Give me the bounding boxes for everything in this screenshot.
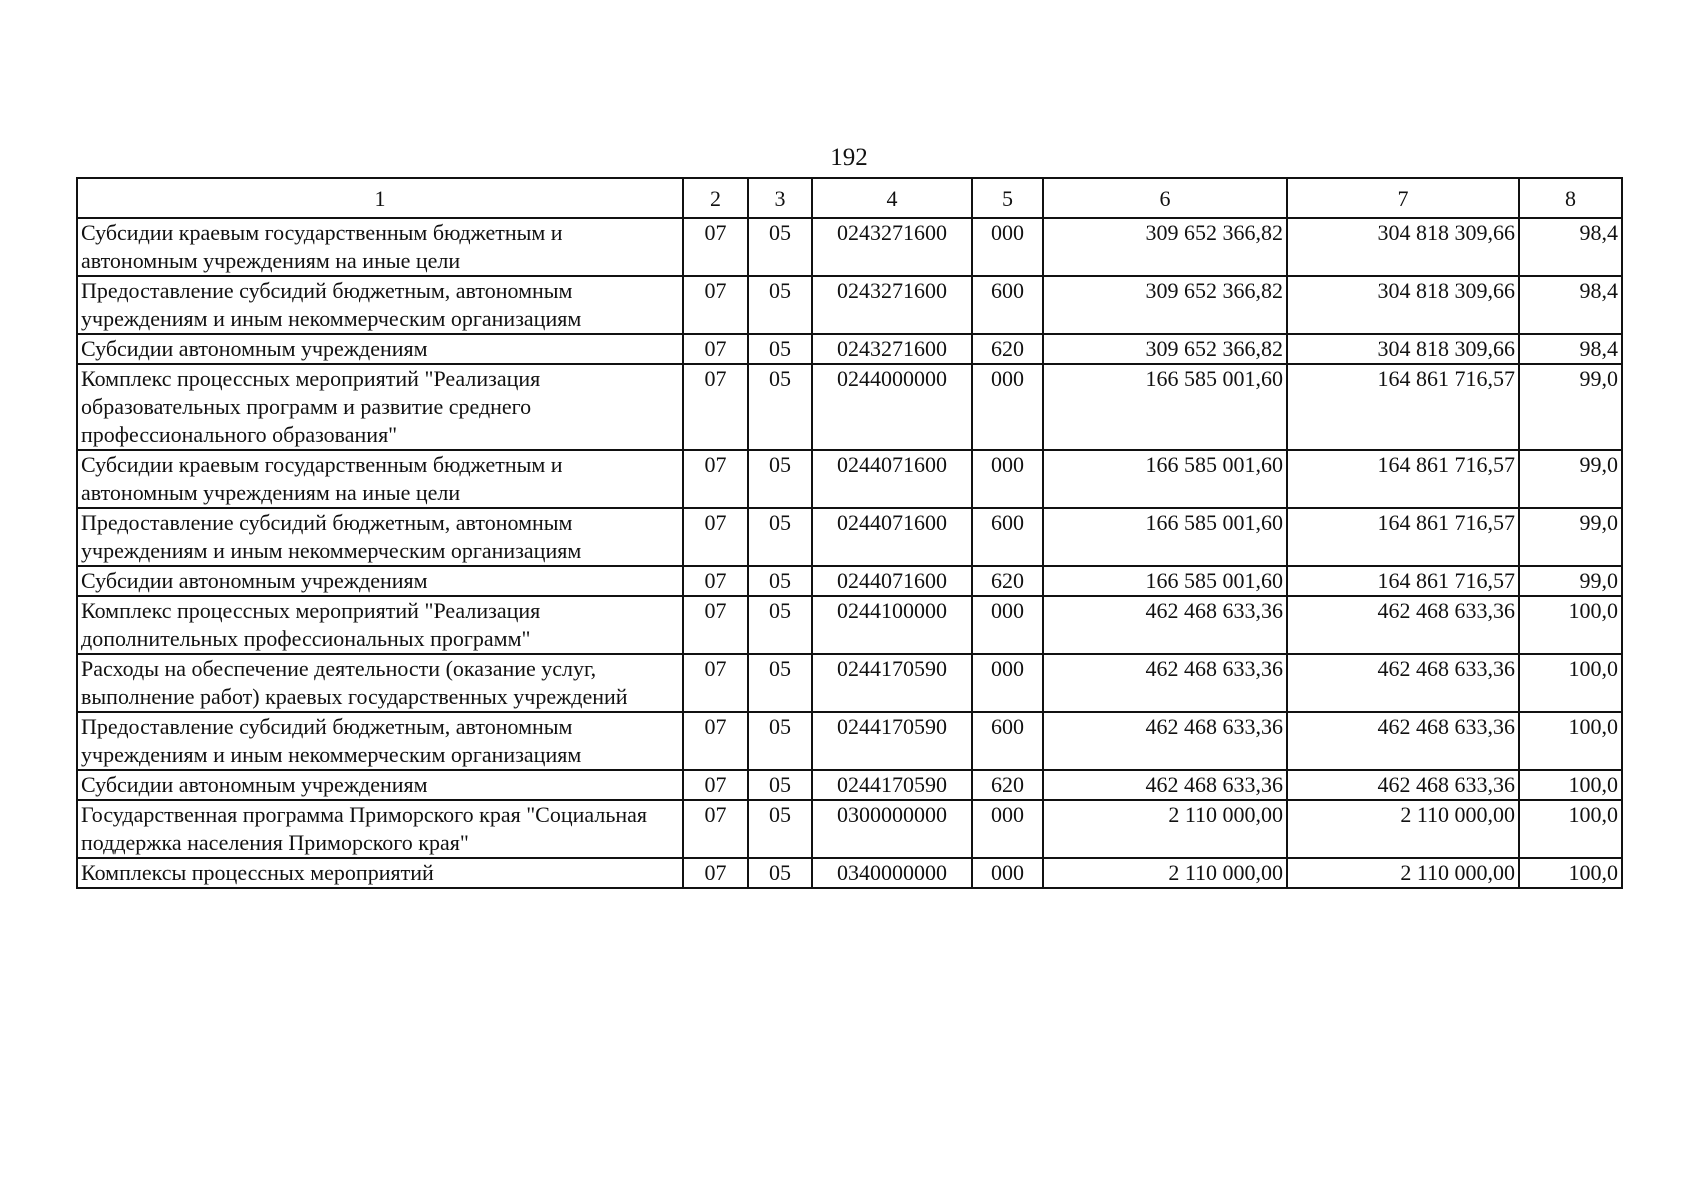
percent-cell: 100,0 (1519, 800, 1622, 858)
percent-cell: 99,0 (1519, 364, 1622, 450)
row-name-cell: Комплексы процессных мероприятий (77, 858, 683, 888)
target-code-cell: 0244071600 (812, 566, 972, 596)
expense-type-cell: 600 (972, 508, 1043, 566)
actual-amount-cell: 164 861 716,57 (1287, 450, 1519, 508)
target-code-cell: 0243271600 (812, 334, 972, 364)
header-cell: 2 (683, 178, 748, 218)
table-row (77, 566, 1622, 596)
percent-cell: 98,4 (1519, 276, 1622, 334)
plan-amount-cell: 462 468 633,36 (1043, 654, 1287, 712)
percent-cell: 98,4 (1519, 334, 1622, 364)
table-row (77, 712, 1622, 770)
expense-type-cell: 600 (972, 712, 1043, 770)
row-name-cell: Комплекс процессных мероприятий "Реализация дополнительных профессиональных программ" (77, 596, 683, 654)
header-cell: 7 (1287, 178, 1519, 218)
table-header (77, 178, 1622, 218)
subsection-code-cell: 05 (748, 858, 812, 888)
plan-amount-cell: 462 468 633,36 (1043, 770, 1287, 800)
section-code-cell: 07 (683, 218, 748, 276)
subsection-code-cell: 05 (748, 508, 812, 566)
table-row (77, 596, 1622, 654)
actual-amount-cell: 2 110 000,00 (1287, 858, 1519, 888)
percent-cell: 100,0 (1519, 858, 1622, 888)
plan-amount-cell: 309 652 366,82 (1043, 276, 1287, 334)
section-code-cell: 07 (683, 770, 748, 800)
target-code-cell: 0243271600 (812, 218, 972, 276)
expense-type-cell: 000 (972, 800, 1043, 858)
section-code-cell: 07 (683, 654, 748, 712)
section-code-cell: 07 (683, 712, 748, 770)
actual-amount-cell: 462 468 633,36 (1287, 712, 1519, 770)
header-cell: 5 (972, 178, 1043, 218)
row-name-cell: Государственная программа Приморского края "Социальная поддержка населения Приморского края" (77, 800, 683, 858)
percent-cell: 100,0 (1519, 654, 1622, 712)
percent-cell: 99,0 (1519, 450, 1622, 508)
plan-amount-cell: 462 468 633,36 (1043, 712, 1287, 770)
percent-cell: 100,0 (1519, 770, 1622, 800)
section-code-cell: 07 (683, 364, 748, 450)
actual-amount-cell: 164 861 716,57 (1287, 566, 1519, 596)
target-code-cell: 0244071600 (812, 450, 972, 508)
row-name-cell: Субсидии автономным учреждениям (77, 566, 683, 596)
row-name-cell: Субсидии автономным учреждениям (77, 770, 683, 800)
section-code-cell: 07 (683, 858, 748, 888)
target-code-cell: 0244100000 (812, 596, 972, 654)
subsection-code-cell: 05 (748, 654, 812, 712)
percent-cell: 100,0 (1519, 596, 1622, 654)
target-code-cell: 0300000000 (812, 800, 972, 858)
table-row (77, 276, 1622, 334)
expense-type-cell: 000 (972, 450, 1043, 508)
subsection-code-cell: 05 (748, 218, 812, 276)
expense-type-cell: 000 (972, 858, 1043, 888)
target-code-cell: 0244000000 (812, 364, 972, 450)
table-row (77, 508, 1622, 566)
plan-amount-cell: 166 585 001,60 (1043, 508, 1287, 566)
header-cell: 8 (1519, 178, 1622, 218)
actual-amount-cell: 462 468 633,36 (1287, 596, 1519, 654)
expense-type-cell: 620 (972, 770, 1043, 800)
section-code-cell: 07 (683, 566, 748, 596)
table-row (77, 364, 1622, 450)
section-code-cell: 07 (683, 450, 748, 508)
actual-amount-cell: 304 818 309,66 (1287, 218, 1519, 276)
plan-amount-cell: 309 652 366,82 (1043, 334, 1287, 364)
row-name-cell: Субсидии автономным учреждениям (77, 334, 683, 364)
actual-amount-cell: 164 861 716,57 (1287, 364, 1519, 450)
plan-amount-cell: 166 585 001,60 (1043, 450, 1287, 508)
header-row (77, 178, 1622, 218)
percent-cell: 99,0 (1519, 508, 1622, 566)
table-row (77, 858, 1622, 888)
budget-table (76, 177, 1623, 889)
expense-type-cell: 620 (972, 566, 1043, 596)
percent-cell: 100,0 (1519, 712, 1622, 770)
subsection-code-cell: 05 (748, 596, 812, 654)
row-name-cell: Комплекс процессных мероприятий "Реализация образовательных программ и развитие среднего профессионального образования" (77, 364, 683, 450)
page-number: 192 (830, 144, 868, 171)
header-cell: 3 (748, 178, 812, 218)
table-body (77, 218, 1622, 888)
expense-type-cell: 620 (972, 334, 1043, 364)
section-code-cell: 07 (683, 276, 748, 334)
subsection-code-cell: 05 (748, 770, 812, 800)
plan-amount-cell: 2 110 000,00 (1043, 800, 1287, 858)
plan-amount-cell: 309 652 366,82 (1043, 218, 1287, 276)
table-row (77, 450, 1622, 508)
subsection-code-cell: 05 (748, 450, 812, 508)
actual-amount-cell: 2 110 000,00 (1287, 800, 1519, 858)
expense-type-cell: 000 (972, 654, 1043, 712)
expense-type-cell: 000 (972, 364, 1043, 450)
expense-type-cell: 000 (972, 596, 1043, 654)
header-cell: 4 (812, 178, 972, 218)
row-name-cell: Субсидии краевым государственным бюджетным и автономным учреждениям на иные цели (77, 218, 683, 276)
row-name-cell: Расходы на обеспечение деятельности (оказание услуг, выполнение работ) краевых государственных учреждений (77, 654, 683, 712)
plan-amount-cell: 2 110 000,00 (1043, 858, 1287, 888)
table-row (77, 800, 1622, 858)
subsection-code-cell: 05 (748, 276, 812, 334)
table-row (77, 770, 1622, 800)
target-code-cell: 0244170590 (812, 770, 972, 800)
target-code-cell: 0244170590 (812, 654, 972, 712)
subsection-code-cell: 05 (748, 364, 812, 450)
table-row (77, 334, 1622, 364)
actual-amount-cell: 164 861 716,57 (1287, 508, 1519, 566)
row-name-cell: Субсидии краевым государственным бюджетным и автономным учреждениям на иные цели (77, 450, 683, 508)
actual-amount-cell: 462 468 633,36 (1287, 770, 1519, 800)
plan-amount-cell: 166 585 001,60 (1043, 566, 1287, 596)
subsection-code-cell: 05 (748, 334, 812, 364)
section-code-cell: 07 (683, 800, 748, 858)
table-row (77, 218, 1622, 276)
row-name-cell: Предоставление субсидий бюджетным, автономным учреждениям и иным некоммерческим организациям (77, 508, 683, 566)
plan-amount-cell: 462 468 633,36 (1043, 596, 1287, 654)
row-name-cell: Предоставление субсидий бюджетным, автономным учреждениям и иным некоммерческим организациям (77, 276, 683, 334)
section-code-cell: 07 (683, 596, 748, 654)
percent-cell: 99,0 (1519, 566, 1622, 596)
subsection-code-cell: 05 (748, 566, 812, 596)
plan-amount-cell: 166 585 001,60 (1043, 364, 1287, 450)
target-code-cell: 0244170590 (812, 712, 972, 770)
target-code-cell: 0244071600 (812, 508, 972, 566)
subsection-code-cell: 05 (748, 800, 812, 858)
actual-amount-cell: 304 818 309,66 (1287, 276, 1519, 334)
table-row (77, 654, 1622, 712)
expense-type-cell: 600 (972, 276, 1043, 334)
header-cell: 6 (1043, 178, 1287, 218)
target-code-cell: 0340000000 (812, 858, 972, 888)
row-name-cell: Предоставление субсидий бюджетным, автономным учреждениям и иным некоммерческим организациям (77, 712, 683, 770)
actual-amount-cell: 304 818 309,66 (1287, 334, 1519, 364)
percent-cell: 98,4 (1519, 218, 1622, 276)
section-code-cell: 07 (683, 508, 748, 566)
target-code-cell: 0243271600 (812, 276, 972, 334)
header-cell: 1 (77, 178, 683, 218)
actual-amount-cell: 462 468 633,36 (1287, 654, 1519, 712)
subsection-code-cell: 05 (748, 712, 812, 770)
section-code-cell: 07 (683, 334, 748, 364)
expense-type-cell: 000 (972, 218, 1043, 276)
